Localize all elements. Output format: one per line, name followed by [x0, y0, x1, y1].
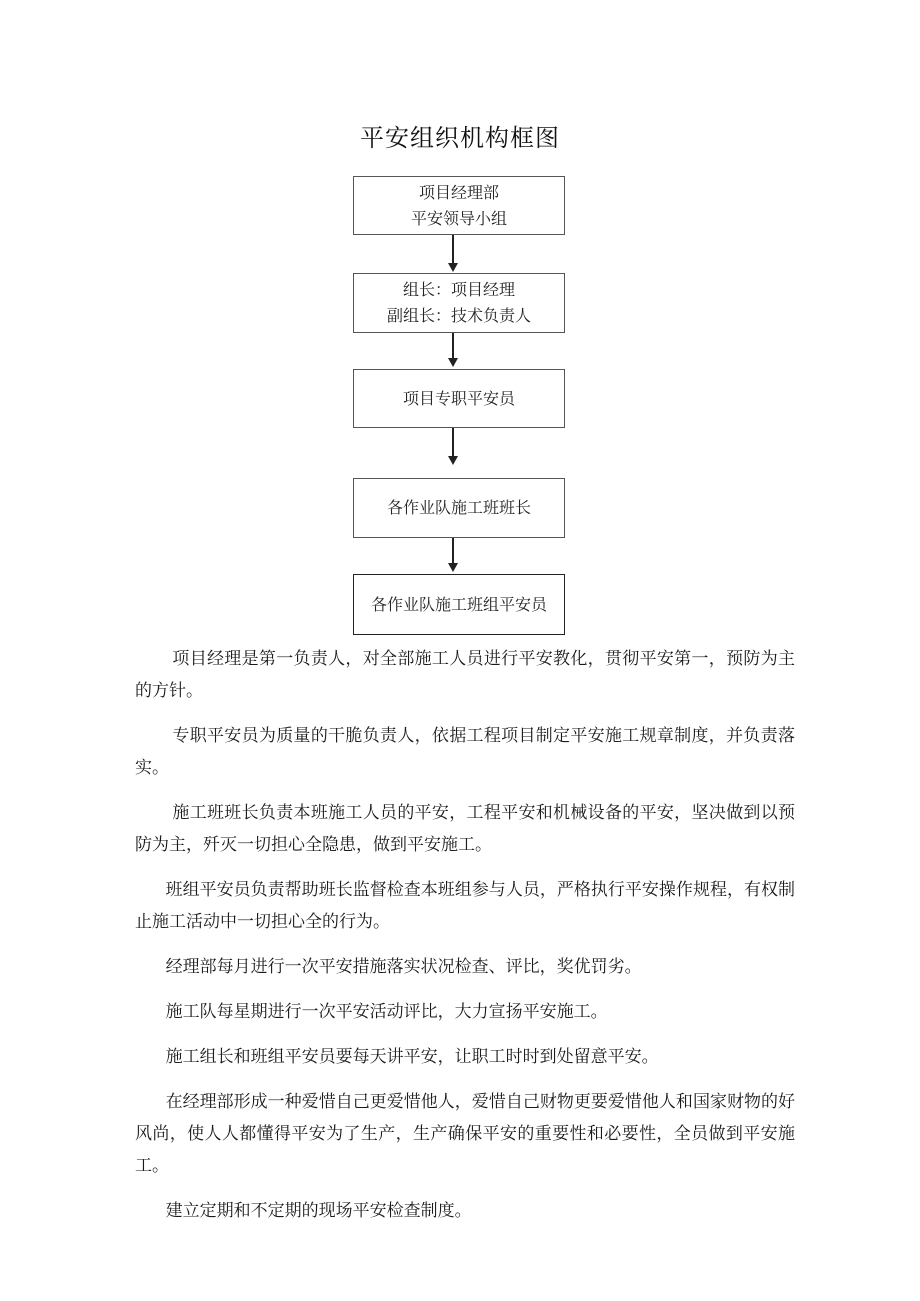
org-box-leadership-group: [353, 176, 565, 235]
paragraph: 班组平安员负责帮助班长监督检查本班组参与人员，严格执行平安操作规程，有权制止施工活动中一切担心全的行为。: [135, 880, 795, 932]
org-box-safety-officer: [353, 369, 565, 428]
paragraph: 施工队每星期进行一次平安活动评比，大力宣扬平安施工。: [165, 1002, 608, 1022]
flow-arrow: [452, 235, 454, 264]
paragraph: 施工班班长负责本班施工人员的平安，工程平安和机械设备的平安，坚决做到以预防为主，歼灭一切担心全隐患，做到平安施工。: [135, 803, 795, 855]
flow-arrow: [452, 538, 454, 564]
paragraph: 施工组长和班组平安员要每天讲平安，让职工时时到处留意平安。: [165, 1047, 659, 1067]
paragraph: 项目经理是第一负责人，对全部施工人员进行平安教化，贯彻平安第一，预防为主的方针。: [135, 649, 795, 701]
org-box-line: 项目经理部: [418, 182, 499, 202]
paragraph: 建立定期和不定期的现场平安检查制度。: [165, 1201, 472, 1221]
page-title: 平安组织机构框图: [360, 124, 560, 152]
document-body: [135, 643, 795, 1240]
org-box-line: 各作业队施工班班长: [386, 498, 531, 517]
org-box-line: 各作业队施工班组平安员: [370, 594, 547, 614]
org-box-line: 副组长：技术负责人: [386, 306, 531, 325]
paragraph: 在经理部形成一种爱惜自己更爱惜他人，爱惜自己财物更要爱惜他人和国家财物的好风尚，使人人都懂得平安为了生产，生产确保平安的重要性和必要性，全员做到平安施工。: [135, 1092, 795, 1176]
flow-arrow: [452, 428, 454, 457]
paragraph: 专职平安员为质量的干脆负责人，依据工程项目制定平安施工规章制度，并负责落实。: [135, 726, 795, 778]
org-box-team-safety-officer: [353, 574, 565, 635]
paragraph: 经理部每月进行一次平安措施落实状况检查、评比，奖优罚劣。: [165, 957, 642, 977]
org-box-line: 项目专职平安员: [402, 388, 515, 408]
org-box-line: 组长：项目经理: [402, 280, 515, 299]
org-box-leaders: [353, 273, 565, 333]
org-box-team-leader: [353, 478, 565, 538]
org-box-line: 平安领导小组: [410, 208, 507, 228]
flow-arrow: [452, 333, 454, 359]
